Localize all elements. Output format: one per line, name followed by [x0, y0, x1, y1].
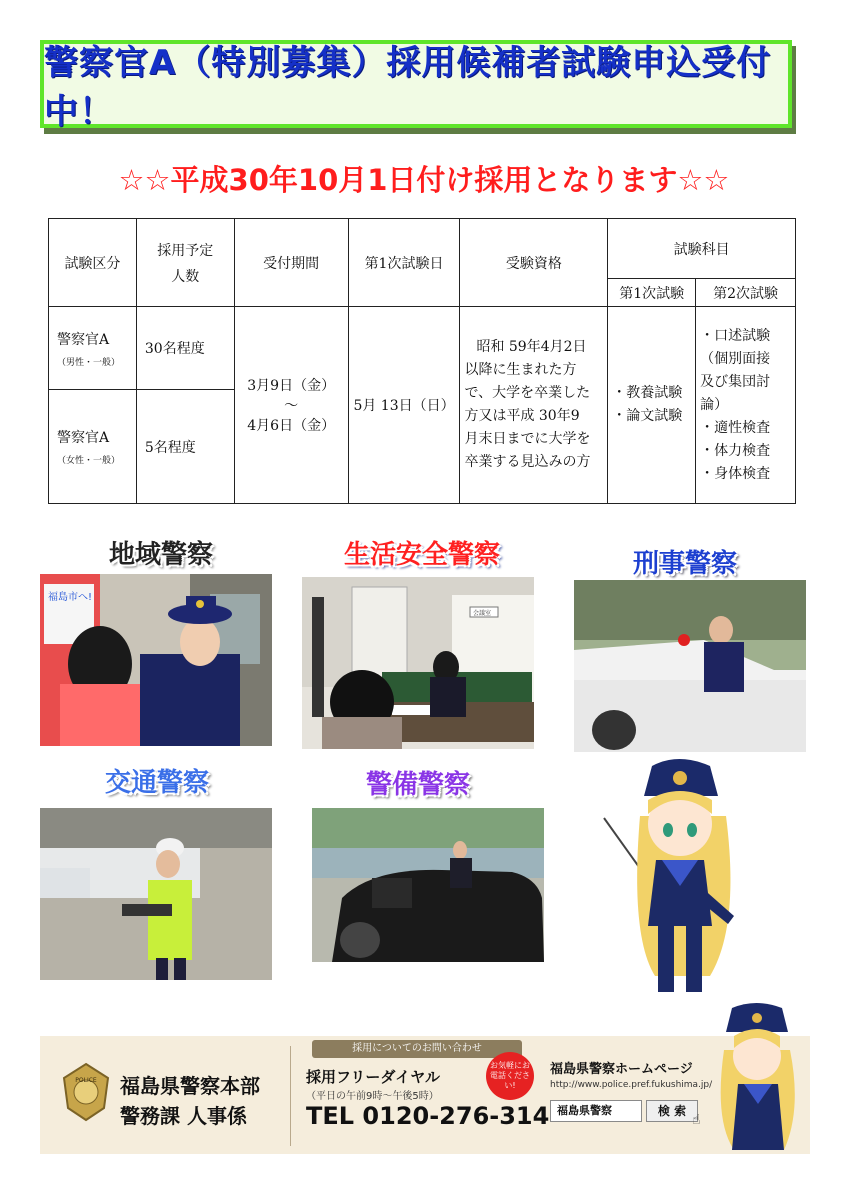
photo-criminal-police [574, 580, 806, 752]
category-sub: （男性・一般） [57, 357, 121, 368]
category-sub: （女性・一般） [57, 456, 121, 466]
footer-divider [290, 1046, 291, 1146]
section-title-safety: 生活安全警察 [343, 540, 500, 570]
qualification-line: 卒業する見込みの方 [464, 454, 591, 470]
header-subjects: 試験科目 [608, 219, 796, 279]
phone-number[interactable]: TEL 0120-276-314 [306, 1102, 550, 1130]
photo-traffic-police [40, 808, 272, 980]
header-period: 受付期間 [234, 219, 348, 307]
section-title-criminal: 刑事警察 [632, 549, 737, 579]
footer-dept-line2: 警務課 人事係 [120, 1104, 247, 1128]
call-bubble: お気軽にお電話ください! [486, 1052, 534, 1100]
door-sign-text: 会議室 [473, 610, 492, 617]
category-name: 警察官A [57, 331, 110, 348]
section-title-security: 警備警察 [365, 770, 470, 800]
header-first-subjects: 第1次試験 [608, 279, 696, 307]
qualification-line: 方又は平成 30年9 [464, 408, 580, 424]
subject-item: （個別面接 [700, 350, 771, 367]
header-qualification: 受験資格 [460, 219, 608, 307]
first-date-cell: 5月 13日（日） [348, 307, 460, 504]
section-title-traffic: 交通警察 [104, 768, 209, 798]
qualification-line: で、大学を卒業した [464, 385, 591, 401]
subject-item: ・論文試験 [612, 408, 683, 424]
photo-community-police [40, 574, 272, 746]
exam-table [48, 218, 796, 504]
qualification-line: 以降に生まれた方 [464, 362, 577, 378]
row-category-female [49, 390, 137, 504]
footer-mascot-illustration [704, 1000, 804, 1150]
subject-item: ・適性検査 [700, 419, 771, 436]
homepage-label: 福島県警察ホームページ [550, 1062, 693, 1077]
subject-item: ・教養試験 [612, 385, 683, 401]
fukushima-sign-text: 福島市へ! [48, 592, 93, 603]
header-planned-line2: 人数 [171, 268, 200, 285]
subtitle: ☆☆平成30年10月1日付け採用となります☆☆ [118, 163, 730, 197]
photo-safety-police [302, 577, 534, 749]
period-start: 3月9日（金） [247, 378, 336, 394]
mascot-illustration [600, 756, 760, 996]
subject-item: 及び集団討 [700, 373, 771, 390]
inquiry-label: 採用についてのお問い合わせ [312, 1040, 522, 1058]
photo-security-police [312, 808, 544, 962]
row-count-male: 30名程度 [136, 307, 234, 390]
emblem-text: POLICE [75, 1077, 97, 1084]
section-title-community: 地域警察 [108, 540, 213, 570]
header-second-subjects: 第2次試験 [696, 279, 796, 307]
homepage-url[interactable]: http://www.police.pref.fukushima.jp/ [550, 1080, 713, 1090]
police-emblem-icon [60, 1062, 112, 1122]
banner-title: 警察官A（特別募集）採用候補者試験申込受付中！ [44, 43, 772, 132]
first-subjects-cell [608, 307, 696, 504]
header-category: 試験区分 [49, 219, 137, 307]
subject-item: ・体力検査 [700, 442, 771, 459]
qualification-line: 昭和 59年4月2日 [476, 339, 587, 355]
free-dial-label: 採用フリーダイヤル [306, 1068, 440, 1086]
search-button[interactable]: 検 索 [646, 1100, 698, 1122]
subject-item: ・身体検査 [700, 465, 771, 482]
title-banner [40, 40, 792, 132]
search-input[interactable]: 福島県警察 [550, 1100, 642, 1122]
period-sep: ～ [284, 398, 299, 414]
header-planned-line1: 採用予定 [157, 242, 214, 259]
category-name: 警察官A [57, 430, 110, 446]
header-first-date: 第1次試験日 [348, 219, 460, 307]
footer-dept-line1: 福島県警察本部 [120, 1074, 260, 1098]
free-dial-hours: （平日の午前9時～午後5時） [306, 1091, 439, 1102]
cursor-hand-icon: ☝ [692, 1112, 701, 1128]
qualification-cell [460, 307, 608, 504]
second-subjects-cell [696, 307, 796, 504]
header-planned [136, 219, 234, 307]
subject-item: ・口述試験 [700, 327, 771, 344]
period-cell [234, 307, 348, 504]
row-category-male [49, 307, 137, 390]
subject-item: 論） [700, 396, 729, 413]
row-count-female: 5名程度 [136, 390, 234, 504]
period-end: 4月6日（金） [247, 418, 336, 434]
qualification-line: 月末日までに大学を [464, 431, 591, 447]
